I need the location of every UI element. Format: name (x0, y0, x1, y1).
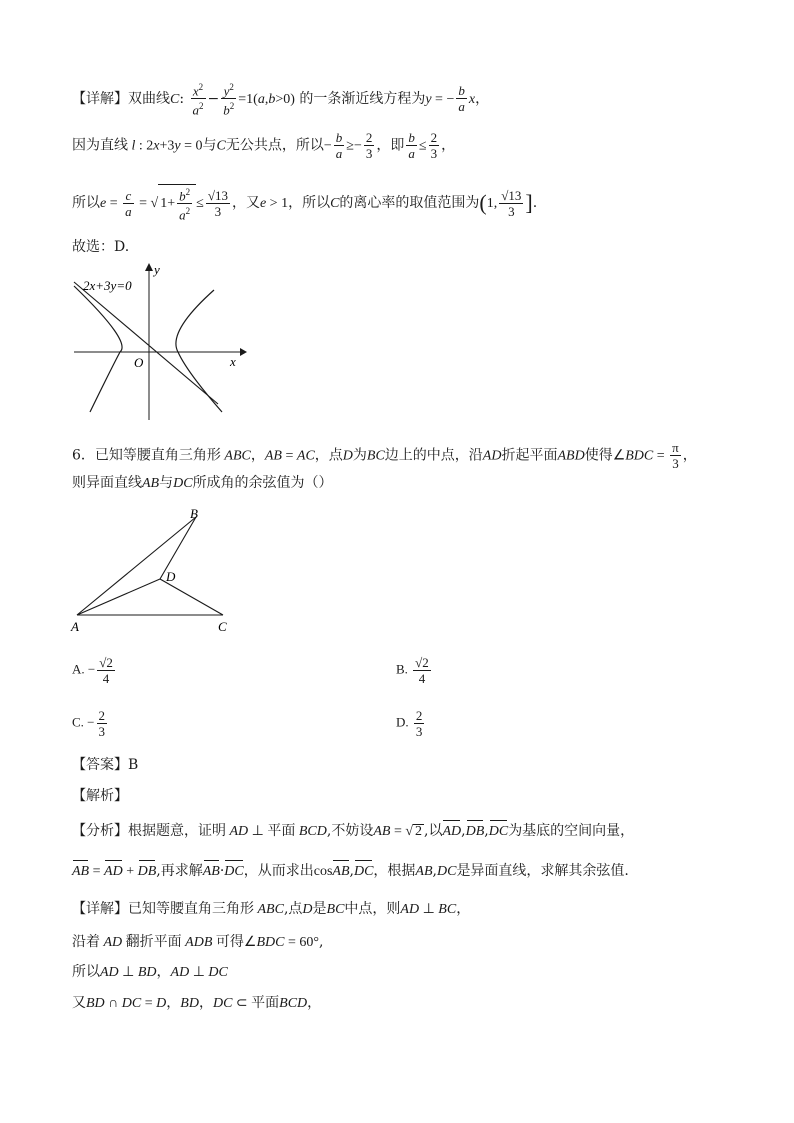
text: 是异面直线，求解其余弦值. (456, 863, 629, 879)
text: 使得 (584, 447, 613, 464)
text: 翻折平面 (125, 934, 182, 950)
text: 折起平面 (501, 447, 558, 464)
text: 中点，则 (344, 901, 401, 917)
text: 【分析】根据题意，证明 (72, 823, 226, 839)
text: 与 (159, 475, 174, 491)
text: 的一条渐近线方程为 (299, 90, 426, 107)
text: 边上的中点，沿 (384, 447, 483, 464)
text: 是 (312, 901, 327, 917)
text: 平面 (251, 995, 280, 1011)
option-a[interactable]: A. − $\frac{√2}{4}$ (72, 655, 113, 686)
text: ,不妨设 (326, 823, 374, 839)
label-c: C (218, 619, 227, 634)
detail-line-3: 所以AD ⊥ BD，AD ⊥ DC (72, 964, 228, 980)
label-b: B (190, 506, 198, 521)
label-d: D (166, 569, 176, 584)
solution-line-1: 【详解】双曲线C: $\frac{x^2}{a^2}$ − $\frac{y^2}{b^2}$ =1(a,b>0) 的一条渐近线方程为y = − $\frac{b}{a}$ x， (72, 82, 490, 118)
edge-ad (77, 579, 160, 615)
y-axis-arrow (145, 263, 153, 271)
text: ，又 (231, 195, 260, 212)
option-c[interactable]: C. − $\frac{2}{3}$ (72, 708, 106, 739)
line-label: 2x+3y=0 (83, 278, 132, 293)
text: 无公共点，所以 (225, 137, 324, 154)
text: 所以 (72, 195, 100, 212)
text: ，根据 (373, 863, 416, 879)
text: 的离心率的取值范围为 (339, 195, 480, 212)
solution-line-3: 所以e = $\frac{c}{a}$ = √ 1+ $\frac{b^2}{a^2}$ ≤ $\frac{√13}{3}$ ，又e > 1，所以C的离心率的取值范围为(1, $\frac{√13}{3}$ ]. (72, 184, 537, 223)
text: ，即 (376, 137, 405, 154)
text: 【详解】已知等腰直角三角形 (72, 901, 254, 917)
option-d[interactable]: D. $\frac{2}{3}$ (396, 708, 423, 739)
text: ，所以 (288, 195, 331, 212)
text: ,以 (424, 823, 443, 839)
detail-line-2: 沿着 AD 翻折平面 ADB 可得∠BDC = 60°, (72, 934, 324, 950)
text: 又 (72, 995, 86, 1011)
analysis-line-2: AB = AD + DB,再求解AB·DC，从而求出cosAB,DC，根据AB,DC是异面直线，求解其余弦值. (72, 863, 629, 879)
text: 为基底的空间向量， (508, 823, 635, 839)
option-b[interactable]: B. $\frac{√2}{4}$ (396, 655, 429, 686)
detail-line-1: 【详解】已知等腰直角三角形 ABC,点D是BC中点，则AD ⊥ BC， (72, 901, 471, 917)
edge-dc (160, 579, 223, 615)
answer-label: 【答案】B (72, 757, 139, 773)
origin-label: O (134, 355, 144, 370)
text: ,再求解 (156, 863, 203, 879)
hyperbola-right-branch (176, 290, 222, 412)
analysis-line-1: 【分析】根据题意，证明 AD ⊥ 平面 BCD,不妨设AB = √ 2 ,以AD,DB,DC为基底的空间向量， (72, 823, 635, 839)
answer-choice-line: 故选：D. (72, 239, 130, 255)
text: ,点 (283, 901, 303, 917)
text: 可得 (215, 934, 244, 950)
asymptote-line (74, 282, 218, 404)
solution-line-2: 因为直线 l : 2x+3y = 0与C无公共点，所以− $\frac{b}{a}$ ≥− $\frac{2}{3}$ ，即 $\frac{b}{a}$ ≤ $\frac{2}{3}$ ， (72, 130, 456, 161)
x-axis-arrow (240, 348, 247, 356)
text: 与 (202, 137, 217, 154)
triangle-figure (68, 505, 238, 635)
text: 6．已知等腰直角三角形 (72, 447, 221, 464)
text: 所以 (72, 964, 100, 980)
hyperbola-left-branch (74, 286, 122, 412)
x-label: x (230, 354, 236, 369)
analysis-label: 【解析】 (72, 788, 128, 804)
label-a: A (71, 619, 79, 634)
text: 【详解】双曲线 (72, 90, 170, 107)
question-6-line-2: 则异面直线AB与DC所成角的余弦值为（） (72, 475, 333, 491)
text: ，点 (314, 447, 343, 464)
text: 因为直线 (72, 137, 128, 154)
text: 为 (352, 447, 367, 464)
text: ，从而求出 (243, 863, 314, 879)
edge-ab (77, 517, 196, 615)
y-label: y (154, 262, 160, 277)
text: 沿着 (72, 934, 100, 950)
question-6-line-1: 6．已知等腰直角三角形 ABC，AB = AC，点D为BC边上的中点，沿AD折起平面ABD使得∠BDC = $\frac{\pi}{3}$ ， (72, 440, 697, 471)
text: 所成角的余弦值为（） (192, 475, 333, 491)
detail-line-4: 又BD ∩ DC = D，BD，DC ⊂ 平面BCD， (72, 995, 322, 1011)
text: 平面 (267, 823, 296, 839)
hyperbola-figure (72, 262, 247, 422)
text: 则异面直线 (72, 475, 142, 491)
